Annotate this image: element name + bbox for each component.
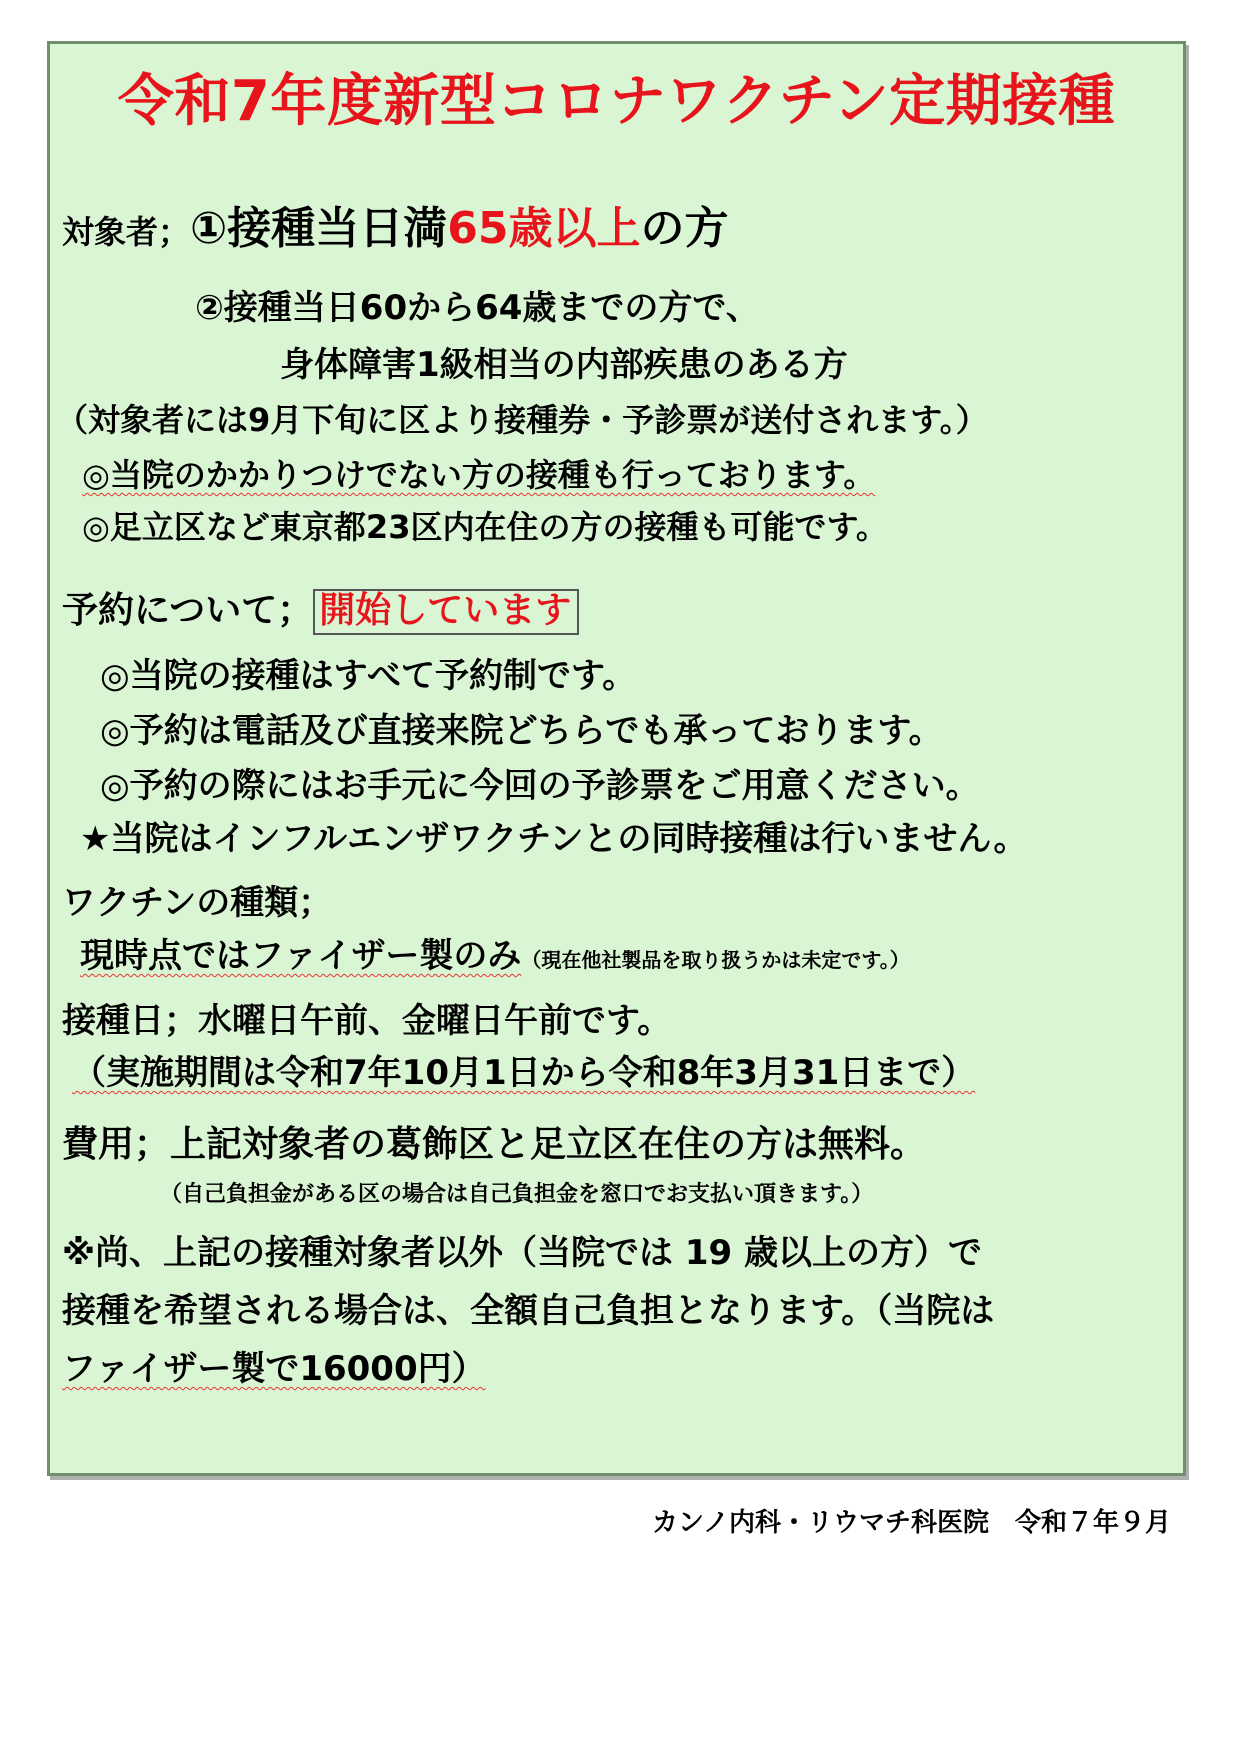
reservation-star-note: ★当院はインフルエンザワクチンとの同時接種は行いません。 <box>80 819 1028 859</box>
footer-clinic-date: カンノ内科・リウマチ科医院 令和７年９月 <box>652 1508 1171 1538</box>
remark-line-3: ファイザー製で16000円） <box>62 1349 486 1389</box>
remark-line-2: 接種を希望される場合は、全額自己負担となります。（当院は <box>62 1291 995 1331</box>
vaccine-heading: ワクチンの種類； <box>62 883 333 923</box>
reservation-bullet-1: ◎当院の接種はすべて予約制です。 <box>100 656 637 696</box>
vaccine-line <box>80 936 910 976</box>
reservation-bullet-2: ◎予約は電話及び直接来院どちらでも承っております。 <box>100 711 943 751</box>
reservation-bullet-3: ◎予約の際にはお手元に今回の予診票をご用意ください。 <box>100 766 980 806</box>
remark-line-1: ※尚、上記の接種対象者以外（当院では 19 歳以上の方）で <box>62 1233 983 1273</box>
eligibility-note: （対象者には9月下旬に区より接種券・予診票が送付されます。） <box>56 401 988 439</box>
eligibility-item1-prefix: ①接種当日満 <box>190 203 448 254</box>
reservation-status-box: 開始しています <box>313 589 579 635</box>
notice-panel <box>47 41 1186 1476</box>
cost-line: 費用；上記対象者の葛飾区と足立区在住の方は無料。 <box>62 1124 927 1165</box>
reservation-line <box>62 589 579 635</box>
reservation-heading: 予約について； <box>62 590 314 631</box>
eligibility-bullet-2: ◎足立区など東京都23区内在住の方の接種も可能です。 <box>82 508 888 546</box>
schedule-line-1: 接種日；水曜日午前、金曜日午前です。 <box>62 1001 672 1041</box>
eligibility-line-1 <box>62 203 729 254</box>
eligibility-item2-line2: 身体障害1級相当の内部疾患のある方 <box>280 345 848 385</box>
page-title: 令和7年度新型コロナワクチン定期接種 <box>117 69 1116 134</box>
eligibility-age-highlight: 65歳以上 <box>447 203 641 254</box>
vaccine-small-note: （現在他社製品を取り扱うかは未定です。） <box>521 948 910 972</box>
vaccine-type: 現時点ではファイザー製のみ <box>80 936 522 976</box>
eligibility-item2-line1: ②接種当日60から64歳までの方で、 <box>195 288 760 328</box>
eligibility-item1-suffix: の方 <box>640 203 729 254</box>
schedule-period: （実施期間は令和7年10月1日から令和8年3月31日まで） <box>72 1053 976 1093</box>
eligibility-bullet-1: ◎当院のかかりつけでない方の接種も行っております。 <box>82 456 876 494</box>
cost-note: （自己負担金がある区の場合は自己負担金を窓口でお支払い頂きます。） <box>160 1182 874 1207</box>
eligibility-heading: 対象者； <box>62 213 191 251</box>
